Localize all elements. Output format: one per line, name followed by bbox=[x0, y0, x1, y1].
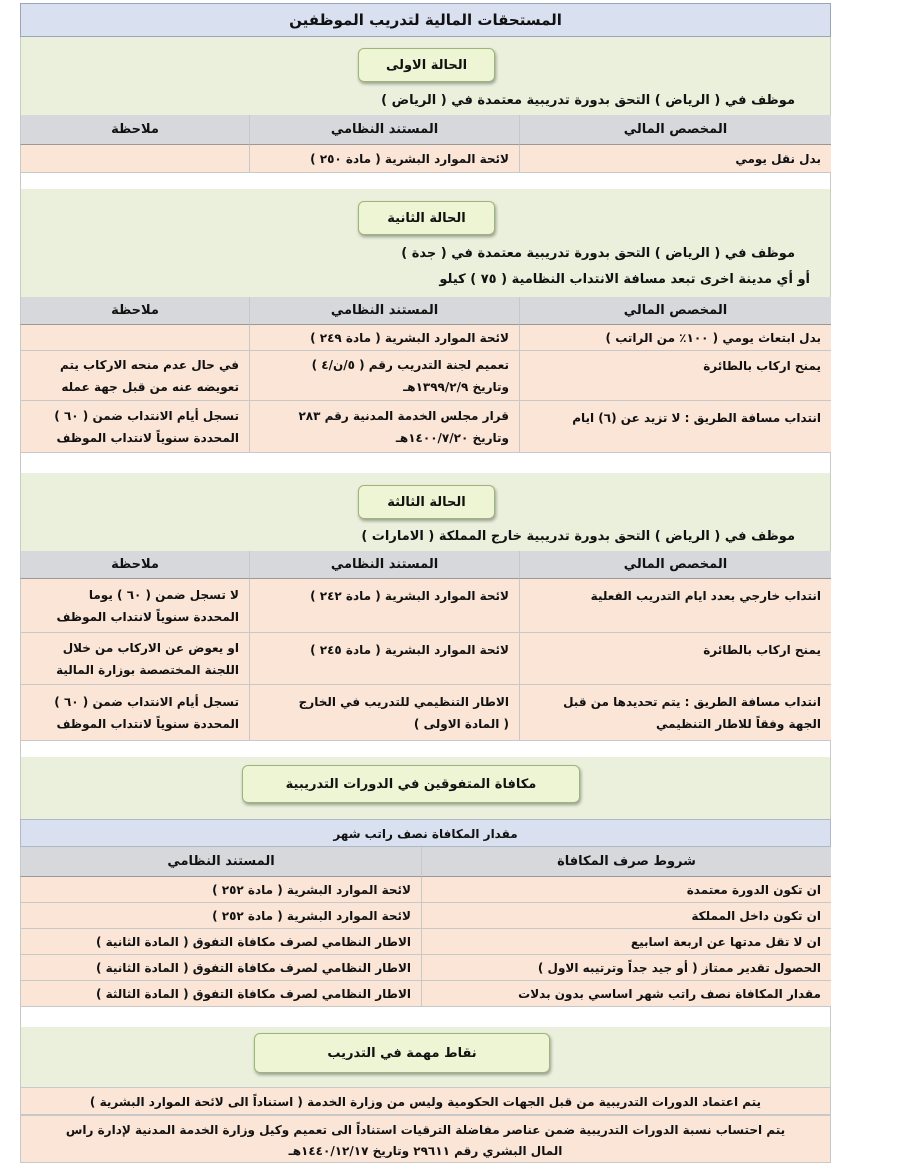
table-row bbox=[20, 685, 831, 741]
case1-description: موظف في ( الرياض ) التحق بدورة تدريبية معتمدة في ( الرياض ) bbox=[381, 93, 795, 108]
header-document: المستند النظامي bbox=[20, 847, 421, 877]
document-cell: قرار مجلس الخدمة المدنية رقم ٢٨٣ وتاريخ ١٤٠٠/٧/٢٠هـ bbox=[249, 401, 519, 453]
table-row bbox=[20, 579, 831, 633]
case1-header-row bbox=[20, 115, 831, 145]
reward-header-row bbox=[20, 847, 831, 877]
case1-badge: الحالة الاولى bbox=[358, 48, 495, 82]
note-cell bbox=[20, 145, 249, 173]
allowance-cell: انتداب مسافة الطريق : لا تزيد عن (٦) ايام bbox=[519, 401, 831, 453]
allowance-cell: بدل نقل يومي bbox=[519, 145, 831, 173]
case3-badge: الحالة الثالثة bbox=[358, 485, 495, 519]
allowance-cell: انتداب خارجي بعدد ايام التدريب الفعلية bbox=[519, 579, 831, 633]
document-cell: تعميم لجنة التدريب رقم ( ٥/ن/٤ ) وتاريخ ١٣٩٩/٢/٩هـ bbox=[249, 351, 519, 401]
note-cell: تسجل أيام الانتداب ضمن ( ٦٠ ) المحددة سنوياً لانتداب الموظف bbox=[20, 401, 249, 453]
case2-description-1: موظف في ( الرياض ) التحق بدورة تدريبية معتمدة في ( جدة ) bbox=[401, 246, 795, 261]
reward-badge: مكافاة المتفوقين في الدورات التدريبية bbox=[242, 765, 580, 803]
section-gap bbox=[20, 173, 831, 189]
points-badge: نقاط مهمة في التدريب bbox=[254, 1033, 550, 1073]
point-2-line-1: يتم احتساب نسبة الدورات التدريبية ضمن عناصر مفاضلة الترقيات استناداً الى تعميم وكيل وزارة الخدمة المدنية لإدارة راس bbox=[65, 1123, 786, 1137]
header-allowance: المخصص المالي bbox=[519, 297, 831, 325]
document-cell: لائحة الموارد البشرية ( مادة ٢٤٢ ) bbox=[249, 579, 519, 633]
point-2-line-2: المال البشري رقم ٢٩٦١١ وتاريخ ١٤٤٠/١٢/١٧هـ bbox=[288, 1144, 563, 1158]
note-cell bbox=[20, 325, 249, 351]
condition-cell: ان تكون الدورة معتمدة bbox=[421, 877, 831, 903]
table-row bbox=[20, 633, 831, 685]
section-gap bbox=[20, 453, 831, 473]
document-cell: لائحة الموارد البشرية ( مادة ٢٥٠ ) bbox=[249, 145, 519, 173]
allowance-cell: بدل ابتعاث يومي ( ١٠٠٪ من الراتب ) bbox=[519, 325, 831, 351]
document-cell: الاطار التنظيمي للتدريب في الخارج ( المادة الاولى ) bbox=[249, 685, 519, 741]
note-cell: او يعوض عن الاركاب من خلال اللجنة المختصصة بوزارة المالية bbox=[20, 633, 249, 685]
condition-cell: مقدار المكافاة نصف راتب شهر اساسي بدون بدلات bbox=[421, 981, 831, 1007]
header-note: ملاحظة bbox=[20, 551, 249, 579]
point-2 bbox=[20, 1115, 831, 1163]
allowance-cell: يمنح اركاب بالطائرة bbox=[519, 351, 831, 401]
condition-cell: ان لا تقل مدتها عن اربعة اسابيع bbox=[421, 929, 831, 955]
table-row bbox=[20, 325, 831, 351]
reward-panel bbox=[20, 757, 831, 819]
header-document: المستند النظامي bbox=[249, 551, 519, 579]
note-cell: تسجل أيام الانتداب ضمن ( ٦٠ ) المحددة سنوياً لانتداب الموظف bbox=[20, 685, 249, 741]
section-gap bbox=[20, 741, 831, 757]
document-cell: لائحة الموارد البشرية ( مادة ٢٥٢ ) bbox=[20, 903, 421, 929]
allowance-cell: يمنح اركاب بالطائرة bbox=[519, 633, 831, 685]
case3-header-row bbox=[20, 551, 831, 579]
document-cell: الاطار النظامي لصرف مكافاة التفوق ( المادة الثانية ) bbox=[20, 929, 421, 955]
table-row bbox=[20, 351, 831, 401]
case2-badge: الحالة الثانية bbox=[358, 201, 495, 235]
case2-description-2: أو أي مدينة اخرى تبعد مسافة الانتداب النظامية ( ٧٥ ) كيلو bbox=[439, 272, 810, 287]
case3-description: موظف في ( الرياض ) التحق بدورة تدريبية خارج المملكة ( الامارات ) bbox=[361, 529, 795, 544]
header-conditions: شروط صرف المكافاة bbox=[421, 847, 831, 877]
header-allowance: المخصص المالي bbox=[519, 551, 831, 579]
case2-header-row bbox=[20, 297, 831, 325]
page-title: المستحقات المالية لتدريب الموظفين bbox=[20, 3, 831, 37]
table-row bbox=[20, 929, 831, 955]
table-row bbox=[20, 903, 831, 929]
document-cell: الاطار النظامي لصرف مكافاة التفوق ( المادة الثالثة ) bbox=[20, 981, 421, 1007]
points-panel bbox=[20, 1027, 831, 1087]
reward-amount: مقدار المكافاة نصف راتب شهر bbox=[20, 819, 831, 847]
document-cell: الاطار النظامي لصرف مكافاة التفوق ( المادة الثانية ) bbox=[20, 955, 421, 981]
case1-panel bbox=[20, 37, 831, 115]
document-cell: لائحة الموارد البشرية ( مادة ٢٤٩ ) bbox=[249, 325, 519, 351]
header-note: ملاحظة bbox=[20, 115, 249, 145]
point-1: يتم اعتماد الدورات التدريبية من قبل الجهات الحكومية وليس من وزارة الخدمة ( استناداً الى لائحة الموارد البشرية ) bbox=[20, 1087, 831, 1115]
document-cell: لائحة الموارد البشرية ( مادة ٢٤٥ ) bbox=[249, 633, 519, 685]
header-note: ملاحظة bbox=[20, 297, 249, 325]
table-row bbox=[20, 145, 831, 173]
section-gap bbox=[20, 1007, 831, 1027]
condition-cell: الحصول تقدير ممتاز ( أو جيد جداً وترتيبه الاول ) bbox=[421, 955, 831, 981]
note-cell: لا تسجل ضمن ( ٦٠ ) يوما المحددة سنوياً لانتداب الموظف bbox=[20, 579, 249, 633]
document-cell: لائحة الموارد البشرية ( مادة ٢٥٢ ) bbox=[20, 877, 421, 903]
note-cell: في حال عدم منحه الاركاب يتم تعويضه عنه من قبل جهة عمله bbox=[20, 351, 249, 401]
table-row bbox=[20, 955, 831, 981]
case3-panel bbox=[20, 473, 831, 551]
header-document: المستند النظامي bbox=[249, 115, 519, 145]
case2-panel bbox=[20, 189, 831, 297]
table-row bbox=[20, 401, 831, 453]
allowance-cell: انتداب مسافة الطريق : يتم تحديدها من قبل الجهة وفقاً للاطار التنظيمي bbox=[519, 685, 831, 741]
condition-cell: ان تكون داخل المملكة bbox=[421, 903, 831, 929]
table-row bbox=[20, 981, 831, 1007]
table-row bbox=[20, 877, 831, 903]
header-allowance: المخصص المالي bbox=[519, 115, 831, 145]
header-document: المستند النظامي bbox=[249, 297, 519, 325]
training-allowances-sheet bbox=[20, 3, 831, 1163]
